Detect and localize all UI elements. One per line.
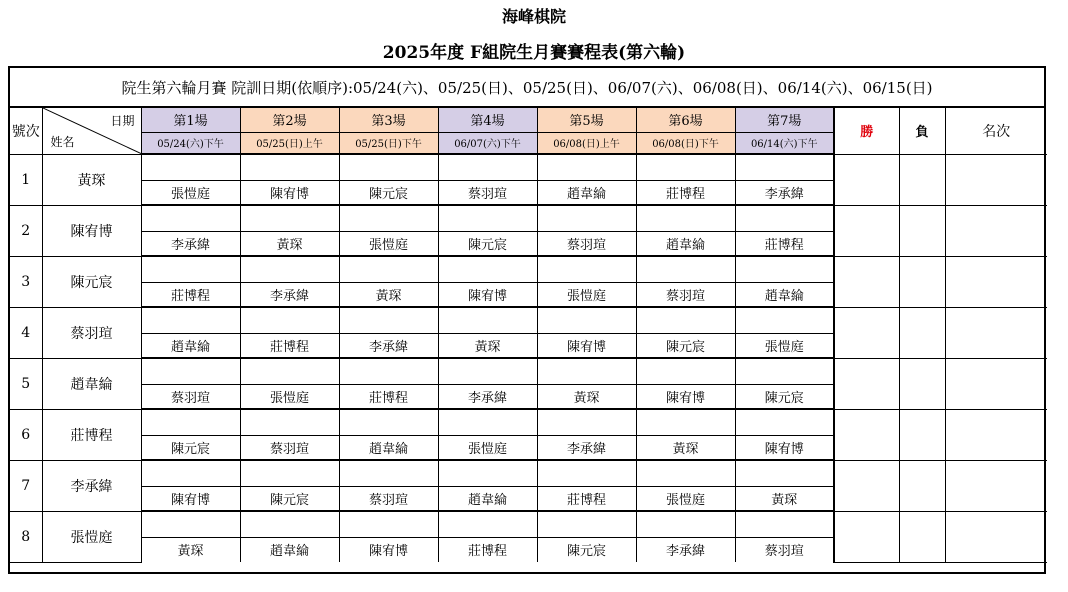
result-cell	[537, 205, 636, 231]
player-row	[10, 205, 1047, 231]
losses-cell	[899, 256, 945, 307]
opponent-cell: 莊博程	[141, 282, 240, 307]
opponent-cell: 黃琛	[438, 333, 537, 358]
wins-cell	[834, 358, 899, 409]
opponent-cell: 陳宥博	[438, 282, 537, 307]
opponent-cell: 黃琛	[141, 537, 240, 562]
opponent-cell: 黃琛	[636, 435, 735, 460]
player-name: 張愷庭	[42, 511, 141, 562]
opponent-cell: 陳宥博	[735, 435, 834, 460]
opponent-cell: 陳元宸	[735, 384, 834, 409]
player-name: 蔡羽瑄	[42, 307, 141, 358]
placing-cell	[945, 409, 1047, 460]
player-name: 趙韋綸	[42, 358, 141, 409]
opponent-cell: 陳宥博	[339, 537, 438, 562]
result-cell	[636, 307, 735, 333]
opponent-cell: 趙韋綸	[537, 180, 636, 205]
result-cell	[438, 460, 537, 486]
placing-cell	[945, 307, 1047, 358]
losses-cell	[899, 460, 945, 511]
opponent-cell: 李承緯	[240, 282, 339, 307]
result-cell	[240, 256, 339, 282]
opponent-cell: 蔡羽瑄	[141, 384, 240, 409]
result-cell	[636, 409, 735, 435]
opponent-cell: 莊博程	[438, 537, 537, 562]
wins-cell	[834, 256, 899, 307]
opponent-cell: 李承緯	[141, 231, 240, 256]
player-number: 2	[10, 205, 42, 256]
opponent-cell: 趙韋綸	[735, 282, 834, 307]
result-cell	[339, 307, 438, 333]
result-cell	[339, 154, 438, 180]
result-cell	[537, 307, 636, 333]
player-number: 8	[10, 511, 42, 562]
game-date: 06/08(日)下午	[636, 132, 735, 154]
result-cell	[339, 460, 438, 486]
header-name-label: 姓名	[50, 134, 75, 149]
placing-cell	[945, 205, 1047, 256]
header-date-label: 日期	[110, 114, 135, 128]
result-cell	[636, 205, 735, 231]
result-cell	[537, 460, 636, 486]
opponent-cell: 莊博程	[240, 333, 339, 358]
result-cell	[339, 409, 438, 435]
opponent-cell: 趙韋綸	[240, 537, 339, 562]
opponent-cell: 趙韋綸	[438, 486, 537, 511]
player-number: 4	[10, 307, 42, 358]
player-number: 6	[10, 409, 42, 460]
placing-cell	[945, 358, 1047, 409]
wins-cell	[834, 511, 899, 562]
result-cell	[735, 460, 834, 486]
game-label: 第3場	[339, 108, 438, 132]
opponent-cell: 蔡羽瑄	[537, 231, 636, 256]
result-cell	[636, 154, 735, 180]
opponent-cell: 李承緯	[339, 333, 438, 358]
opponent-cell: 張愷庭	[339, 231, 438, 256]
player-name: 莊博程	[42, 409, 141, 460]
opponent-cell: 陳元宸	[438, 231, 537, 256]
result-cell	[537, 409, 636, 435]
losses-cell	[899, 205, 945, 256]
result-cell	[636, 358, 735, 384]
result-cell	[339, 511, 438, 537]
result-cell	[339, 205, 438, 231]
org-title: 海峰棋院	[501, 7, 566, 26]
game-date: 06/07(六)下午	[438, 132, 537, 154]
opponent-cell: 陳元宸	[636, 333, 735, 358]
result-cell	[735, 307, 834, 333]
player-name: 黃琛	[42, 154, 141, 205]
result-cell	[240, 154, 339, 180]
result-cell	[438, 358, 537, 384]
result-cell	[735, 409, 834, 435]
game-label: 第4場	[438, 108, 537, 132]
result-cell	[438, 409, 537, 435]
opponent-cell: 黃琛	[735, 486, 834, 511]
losses-cell	[899, 511, 945, 562]
opponent-cell: 趙韋綸	[339, 435, 438, 460]
placing-cell	[945, 154, 1047, 205]
header-rank-no: 號次	[10, 108, 42, 154]
opponent-cell: 李承緯	[636, 537, 735, 562]
result-cell	[735, 205, 834, 231]
player-number: 3	[10, 256, 42, 307]
player-row	[10, 256, 1047, 282]
losses-cell	[899, 358, 945, 409]
wins-cell	[834, 154, 899, 205]
result-cell	[537, 154, 636, 180]
result-cell	[339, 256, 438, 282]
game-label: 第7場	[735, 108, 834, 132]
opponent-cell: 陳宥博	[537, 333, 636, 358]
event-title: 2025年度 F組院生月賽賽程表(第六輪)	[382, 43, 686, 63]
opponent-cell: 蔡羽瑄	[438, 180, 537, 205]
player-row	[10, 409, 1047, 435]
opponent-cell: 蔡羽瑄	[240, 435, 339, 460]
result-cell	[339, 358, 438, 384]
result-cell	[240, 358, 339, 384]
player-row	[10, 154, 1047, 180]
player-name: 陳宥博	[42, 205, 141, 256]
opponent-cell: 黃琛	[339, 282, 438, 307]
result-cell	[735, 358, 834, 384]
result-cell	[735, 154, 834, 180]
result-cell	[141, 256, 240, 282]
match-table	[10, 108, 1047, 563]
game-date: 05/24(六)下午	[141, 132, 240, 154]
opponent-cell: 張愷庭	[537, 282, 636, 307]
wins-cell	[834, 409, 899, 460]
result-cell	[141, 511, 240, 537]
placing-cell	[945, 511, 1047, 562]
wins-cell	[834, 460, 899, 511]
player-row	[10, 511, 1047, 537]
player-number: 5	[10, 358, 42, 409]
result-cell	[240, 307, 339, 333]
opponent-cell: 莊博程	[339, 384, 438, 409]
player-row	[10, 460, 1047, 486]
opponent-cell: 蔡羽瑄	[339, 486, 438, 511]
result-cell	[141, 205, 240, 231]
opponent-cell: 莊博程	[636, 180, 735, 205]
result-cell	[240, 205, 339, 231]
opponent-cell: 陳宥博	[636, 384, 735, 409]
opponent-cell: 陳元宸	[339, 180, 438, 205]
opponent-cell: 黃琛	[537, 384, 636, 409]
result-cell	[537, 256, 636, 282]
game-date: 06/08(日)上午	[537, 132, 636, 154]
losses-cell	[899, 154, 945, 205]
game-label: 第6場	[636, 108, 735, 132]
opponent-cell: 蔡羽瑄	[735, 537, 834, 562]
result-cell	[141, 154, 240, 180]
result-cell	[735, 256, 834, 282]
result-cell	[735, 511, 834, 537]
player-row	[10, 358, 1047, 384]
result-cell	[141, 358, 240, 384]
opponent-cell: 趙韋綸	[636, 231, 735, 256]
game-label: 第2場	[240, 108, 339, 132]
opponent-cell: 李承緯	[735, 180, 834, 205]
header-date-name-cell	[42, 108, 141, 154]
opponent-cell: 黃琛	[240, 231, 339, 256]
losses-cell	[899, 307, 945, 358]
game-label: 第5場	[537, 108, 636, 132]
header-losses: 負	[899, 108, 945, 154]
result-cell	[537, 358, 636, 384]
opponent-cell: 張愷庭	[735, 333, 834, 358]
opponent-cell: 陳元宸	[240, 486, 339, 511]
player-number: 7	[10, 460, 42, 511]
player-name: 陳元宸	[42, 256, 141, 307]
game-label: 第1場	[141, 108, 240, 132]
opponent-cell: 李承緯	[438, 384, 537, 409]
schedule-line: 院生第六輪月賽 院訓日期(依順序):05/24(六)、05/25(日)、05/25(日)、06/07(六)、06/08(日)、06/14(六)、06/15(日)	[10, 68, 1044, 108]
result-cell	[636, 460, 735, 486]
opponent-cell: 張愷庭	[240, 384, 339, 409]
result-cell	[141, 409, 240, 435]
result-cell	[438, 205, 537, 231]
result-cell	[537, 511, 636, 537]
wins-cell	[834, 205, 899, 256]
opponent-cell: 陳宥博	[240, 180, 339, 205]
opponent-cell: 陳宥博	[141, 486, 240, 511]
result-cell	[438, 256, 537, 282]
opponent-cell: 趙韋綸	[141, 333, 240, 358]
opponent-cell: 張愷庭	[141, 180, 240, 205]
result-cell	[240, 460, 339, 486]
game-date: 05/25(日)上午	[240, 132, 339, 154]
schedule-sheet	[8, 66, 1046, 574]
header-wins: 勝	[834, 108, 899, 154]
opponent-cell: 陳元宸	[537, 537, 636, 562]
result-cell	[240, 409, 339, 435]
game-date: 05/25(日)下午	[339, 132, 438, 154]
placing-cell	[945, 460, 1047, 511]
result-cell	[141, 307, 240, 333]
player-number: 1	[10, 154, 42, 205]
result-cell	[438, 154, 537, 180]
result-cell	[636, 256, 735, 282]
result-cell	[141, 460, 240, 486]
opponent-cell: 莊博程	[537, 486, 636, 511]
opponent-cell: 莊博程	[735, 231, 834, 256]
opponent-cell: 蔡羽瑄	[636, 282, 735, 307]
game-date: 06/14(六)下午	[735, 132, 834, 154]
result-cell	[636, 511, 735, 537]
header-placing: 名次	[945, 108, 1047, 154]
result-cell	[438, 307, 537, 333]
opponent-cell: 張愷庭	[438, 435, 537, 460]
result-cell	[240, 511, 339, 537]
opponent-cell: 張愷庭	[636, 486, 735, 511]
losses-cell	[899, 409, 945, 460]
placing-cell	[945, 256, 1047, 307]
player-name: 李承緯	[42, 460, 141, 511]
result-cell	[438, 511, 537, 537]
wins-cell	[834, 307, 899, 358]
player-row	[10, 307, 1047, 333]
opponent-cell: 陳元宸	[141, 435, 240, 460]
opponent-cell: 李承緯	[537, 435, 636, 460]
